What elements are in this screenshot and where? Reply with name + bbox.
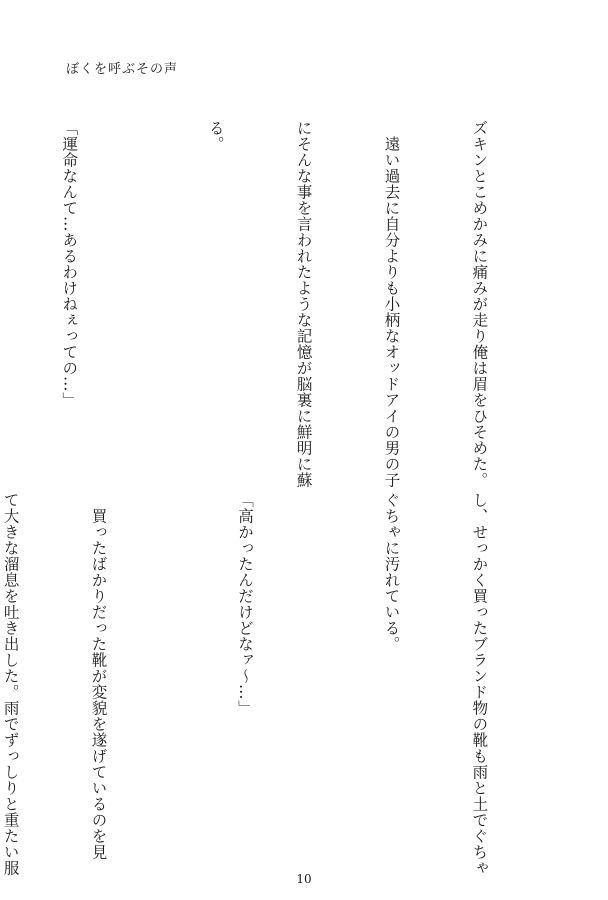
upper-text-block [60,120,552,488]
text-line: し、せっかく買ったブランド物の靴も雨と土でぐちゃ [470,492,489,876]
text-line: て大きな溜息を吐き出した。雨でずっしりと重たい服 [1,492,20,876]
text-line: 買ったばかりだった靴が変貌を遂げているのを見 [89,492,108,860]
lower-text-block [1,492,552,876]
text-line: にそんな事を言われたような記憶が脳裏に鮮明に蘇 [294,120,313,488]
text-line: 「運命なんて…あるわけねぇっての…」 [60,120,79,408]
text-line: 遠い過去に自分よりも小柄なオッドアイの男の子 [382,120,401,488]
text-line: 「高かったんだけどなァ～…」 [236,492,255,716]
text-line: ぐちゃに汚れている。 [382,492,401,652]
text-line: る。 [206,120,225,152]
running-title: ぼくを呼ぶその声 [66,62,179,77]
page-number: 10 [296,872,312,886]
text-line: ズキンとこめかみに痛みが走り俺は眉をひそめた。 [470,120,489,488]
